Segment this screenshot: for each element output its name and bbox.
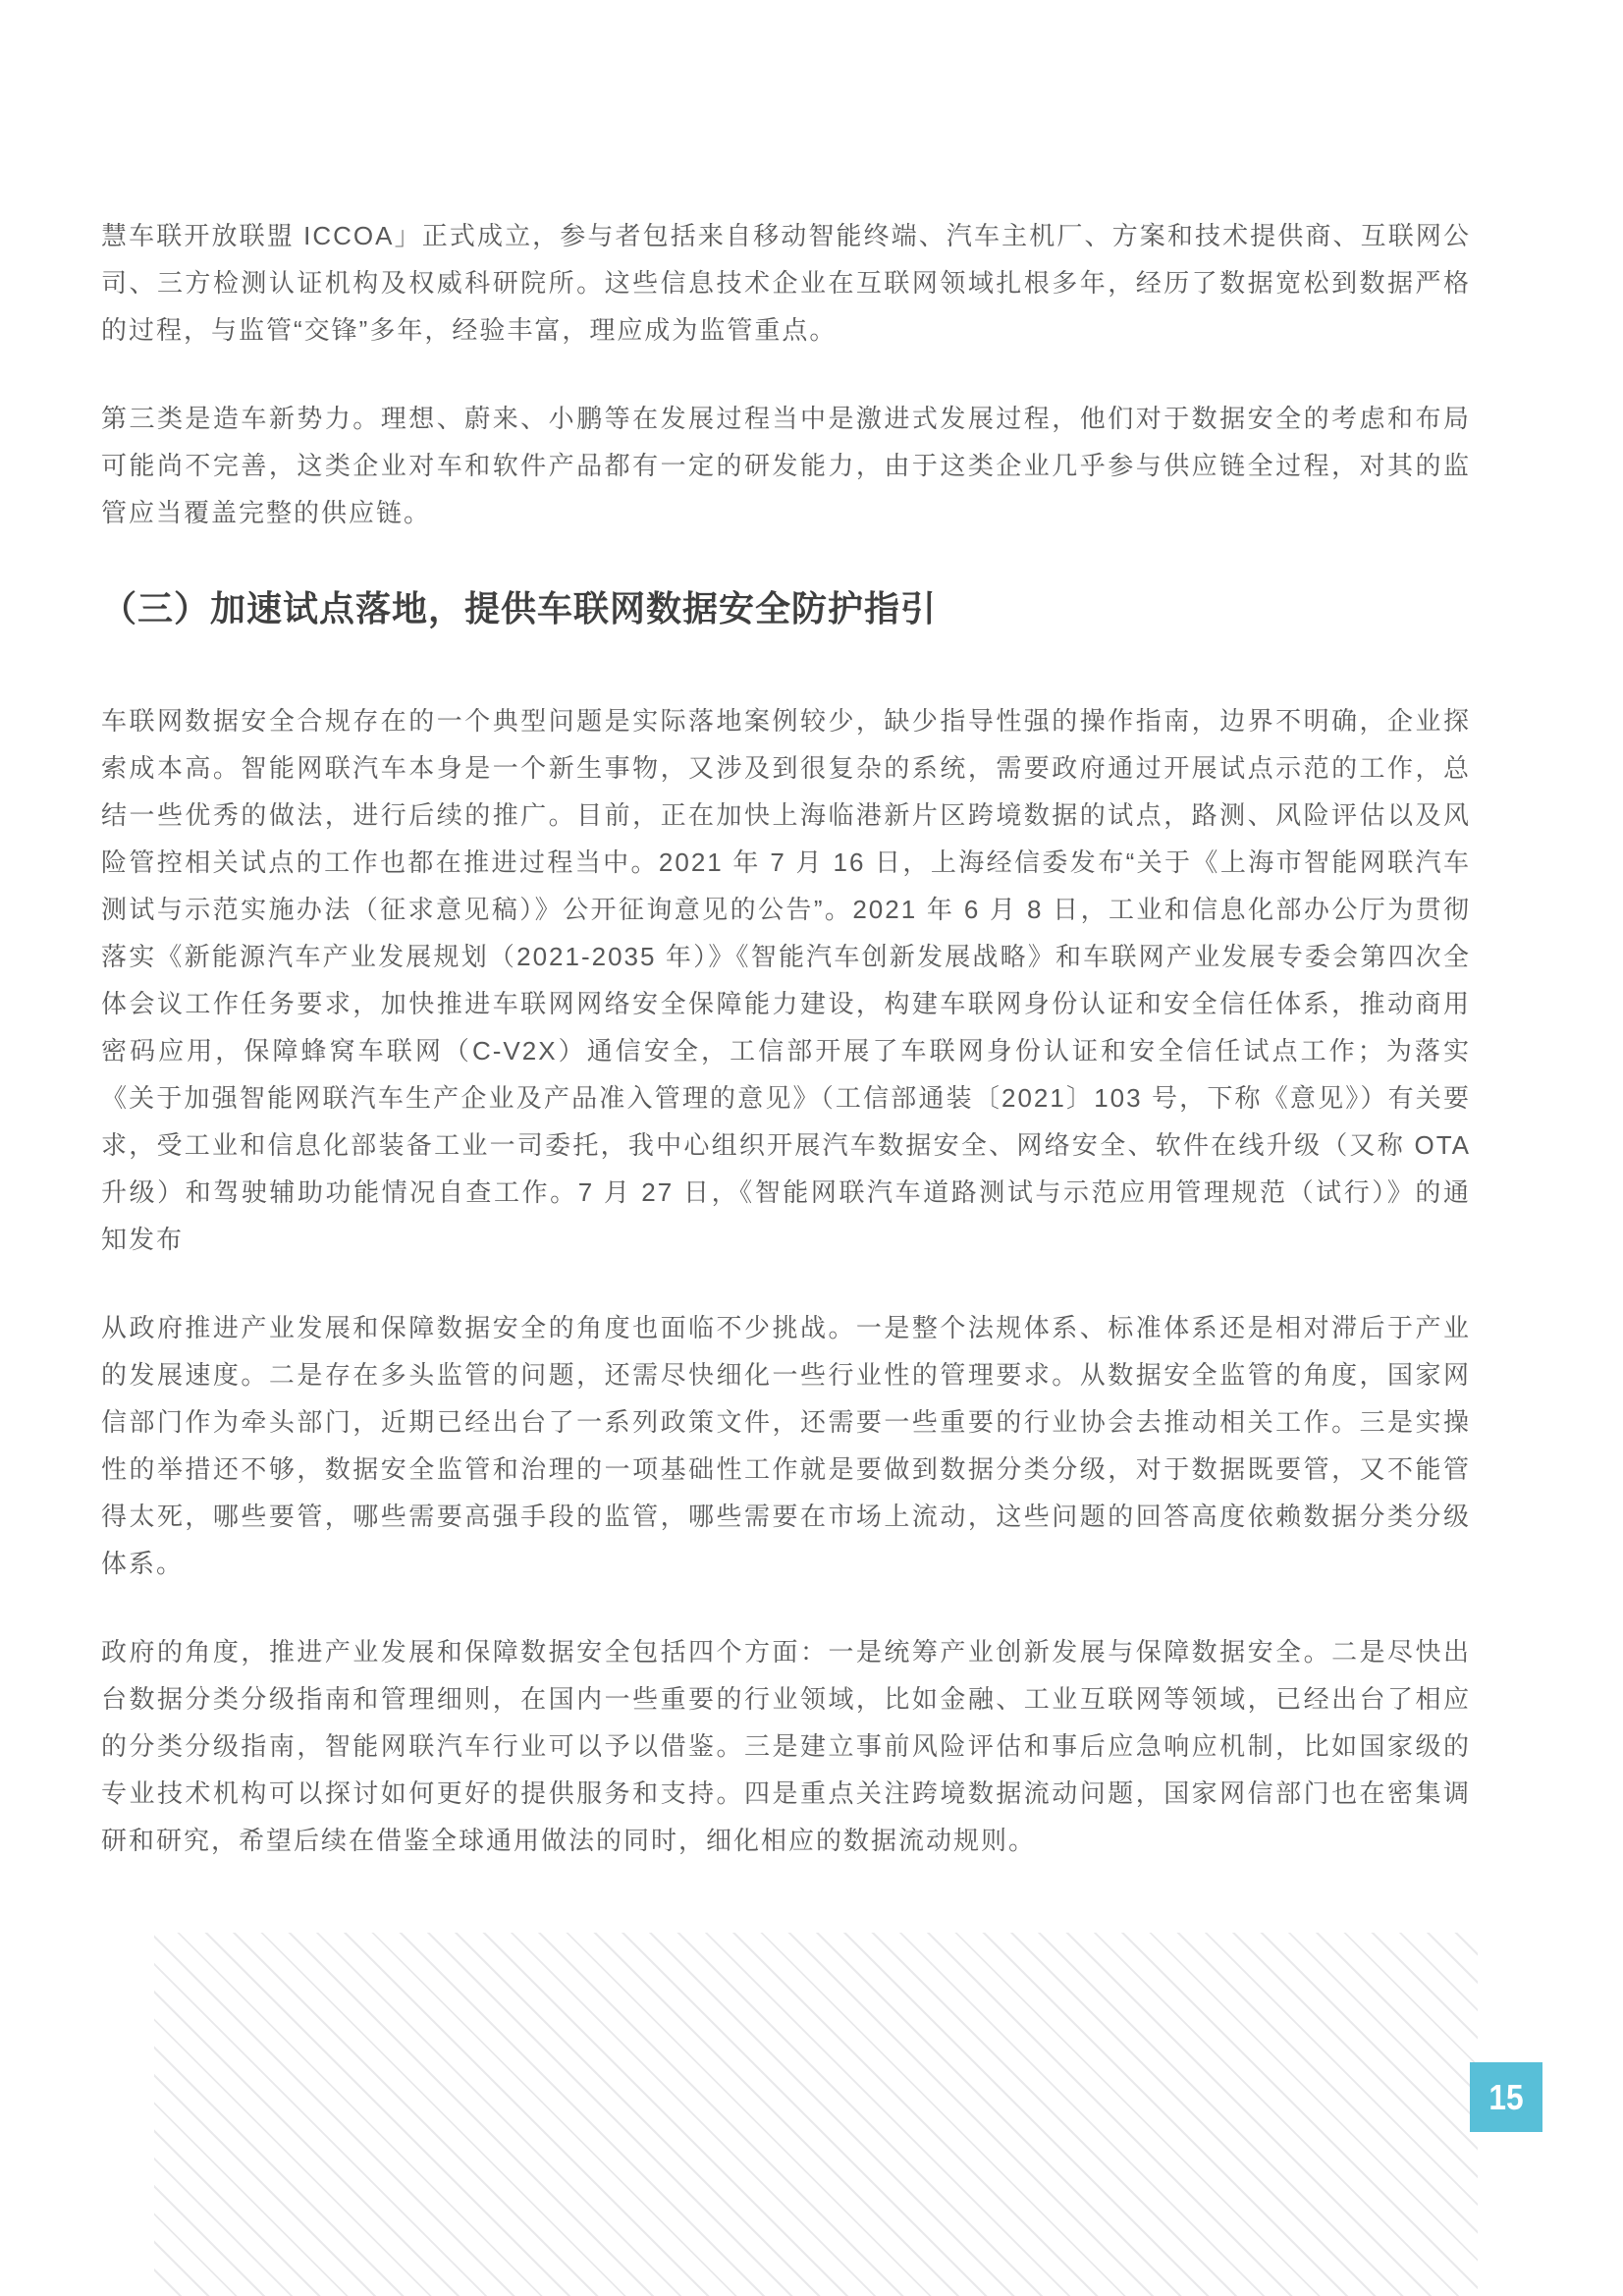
page-number-label: 15 (1488, 2076, 1524, 2117)
page-content (101, 212, 1471, 1905)
section-paragraph-2: 从政府推进产业发展和保障数据安全的角度也面临不少挑战。一是整个法规体系、标准体系还是相对滞后于产业的发展速度。二是存在多头监管的问题，还需尽快细化一些行业性的管理要求。从数据安全监管的角度，国家网信部门作为牵头部门，近期已经出台了一系列政策文件，还需要一些重要的行业协会去推动相关工作。三是实操性的举措还不够，数据安全监管和治理的一项基础性工作就是要做到数据分类分级，对于数据既要管，又不能管得太死，哪些要管，哪些需要高强手段的监管，哪些需要在市场上流动，这些问题的回答高度依赖数据分类分级体系。 (101, 1313, 1471, 1578)
diagonal-stripes-decoration (154, 1933, 1478, 2296)
intro-paragraph-1: 慧车联开放联盟 ICCOA」正式成立，参与者包括来自移动智能终端、汽车主机厂、方案和技术提供商、互联网公司、三方检测认证机构及权威科研院所。这些信息技术企业在互联网领域扎根多年，经历了数据宽松到数据严格的过程，与监管“交锋”多年，经验丰富，理应成为监管重点。 (101, 221, 1471, 345)
section-heading: （三）加速试点落地，提供车联网数据安全防护指引 (101, 588, 938, 629)
section-paragraph-3: 政府的角度，推进产业发展和保障数据安全包括四个方面：一是统筹产业创新发展与保障数据安全。二是尽快出台数据分类分级指南和管理细则，在国内一些重要的行业领域，比如金融、工业互联网等领域，已经出台了相应的分类分级指南，智能网联汽车行业可以予以借鉴。三是建立事前风险评估和事后应急响应机制，比如国家级的专业技术机构可以探讨如何更好的提供服务和支持。四是重点关注跨境数据流动问题，国家网信部门也在密集调研和研究，希望后续在借鉴全球通用做法的同时，细化相应的数据流动规则。 (101, 1637, 1471, 1855)
intro-paragraph-2: 第三类是造车新势力。理想、蔚来、小鹏等在发展过程当中是激进式发展过程，他们对于数据安全的考虑和布局可能尚不完善，这类企业对车和软件产品都有一定的研发能力，由于这类企业几乎参与供应链全过程，对其的监管应当覆盖完整的供应链。 (101, 404, 1471, 527)
page-number-badge (1470, 2062, 1542, 2132)
section-paragraph-1: 车联网数据安全合规存在的一个典型问题是实际落地案例较少，缺少指导性强的操作指南，边界不明确，企业探索成本高。智能网联汽车本身是一个新生事物，又涉及到很复杂的系统，需要政府通过开展试点示范的工作，总结一些优秀的做法，进行后续的推广。目前，正在加快上海临港新片区跨境数据的试点，路测、风险评估以及风险管控相关试点的工作也都在推进过程当中。2021 年 7 月 16 日，上海经信委发布“关于《上海市智能网联汽车测试与示范实施办法（征求意见稿）》公开征询意见的公告”。2021 年 6 月 8 日，工业和信息化部办公厅为贯彻落实《新能源汽车产业发展规划（2021-2035 年）》《智能汽车创新发展战略》和车联网产业发展专委会第四次全体会议工作任务要求，加快推进车联网网络安全保障能力建设，构建车联网身份认证和安全信任体系，推动商用密码应用，保障蜂窝车联网（C-V2X）通信安全，工信部开展了车联网身份认证和安全信任试点工作；为落实《关于加强智能网联汽车生产企业及产品准入管理的意见》（工信部通装〔2021〕103 号，下称《意见》）有关要求，受工业和信息化部装备工业一司委托，我中心组织开展汽车数据安全、网络安全、软件在线升级（又称 OTA 升级）和驾驶辅助功能情况自查工作。7 月 27 日，《智能网联汽车道路测试与示范应用管理规范（试行）》的通知发布 (101, 706, 1471, 1254)
